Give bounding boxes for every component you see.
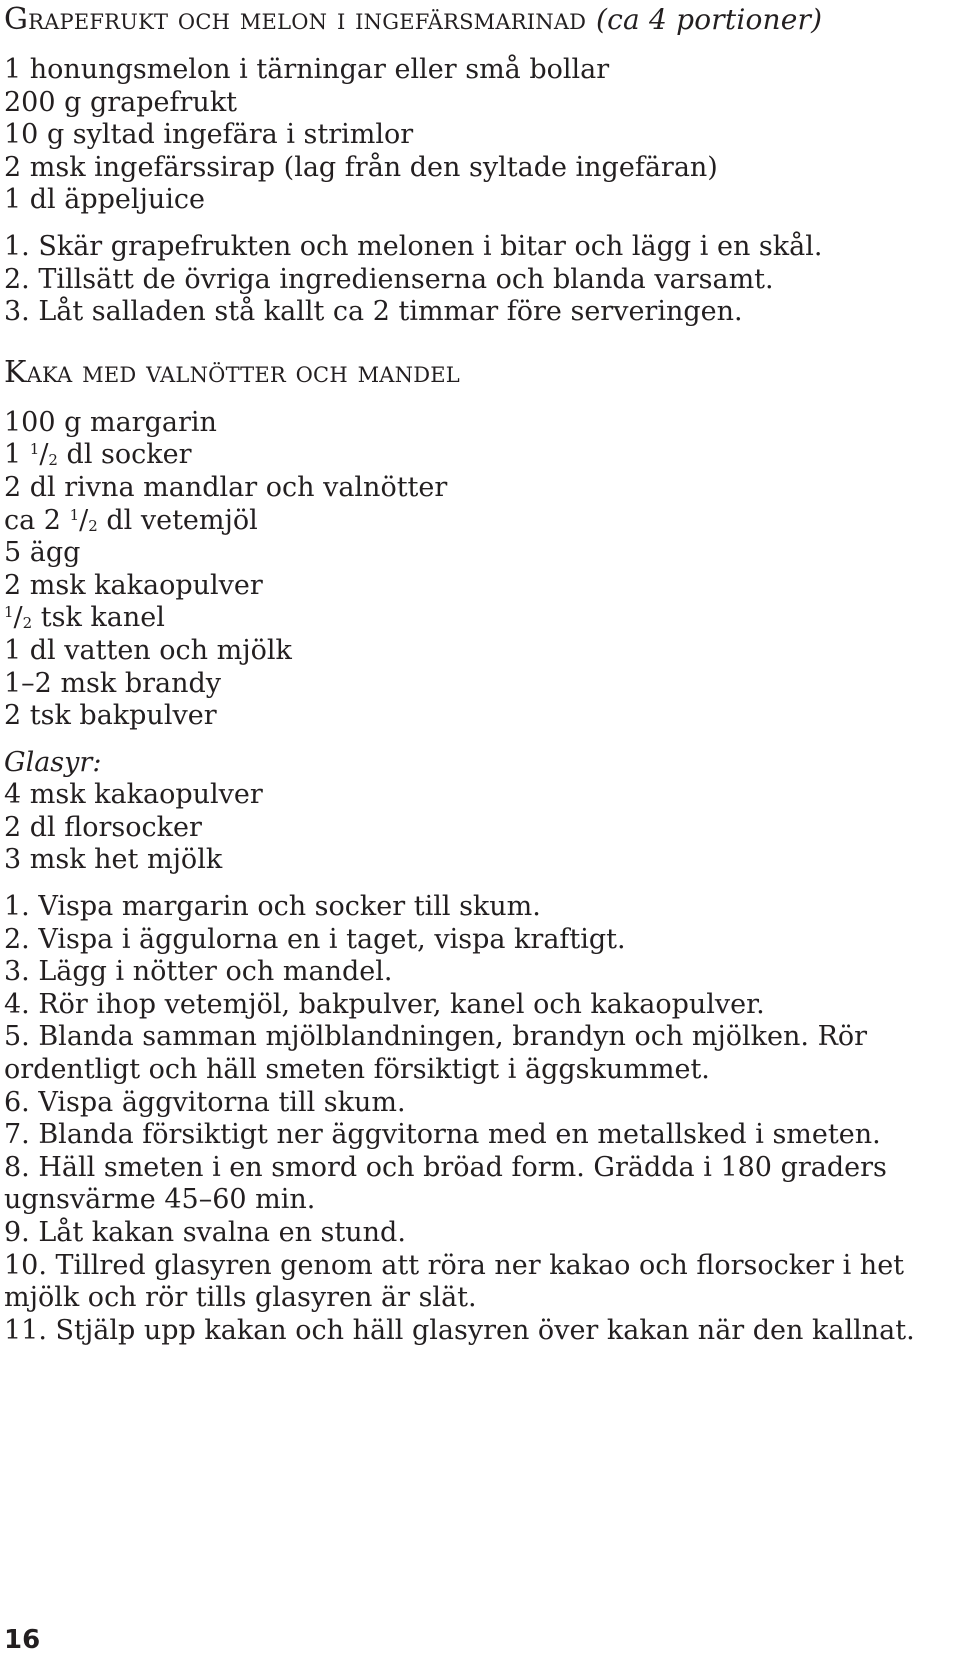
ingredient-line: 10 g syltad ingefära i strimlor	[4, 119, 414, 151]
fraction-denominator: 2	[22, 614, 33, 633]
glaze-section	[4, 747, 954, 877]
fraction-denominator: 2	[48, 451, 58, 470]
recipe-1-servings: (ca 4 portioner)	[595, 3, 823, 36]
ingredient-line: 2 dl rivna mandlar och valnötter	[4, 471, 448, 503]
recipe-2-title: Kaka med valnötter och mandel	[4, 354, 460, 390]
fraction-numerator: 1	[69, 505, 80, 524]
recipe-2-step-list	[4, 891, 954, 1347]
ingredient-line: 5 ägg	[4, 537, 81, 569]
ingredient-prefix: ca 2	[4, 504, 70, 536]
step-line: 6. Vispa äggvitorna till skum.	[4, 1086, 406, 1118]
recipe-1-title-text: Grapefrukt och melon i ingefärsmarinad	[4, 2, 587, 37]
ingredient-line: 2 msk kakaopulver	[4, 569, 263, 601]
recipe-1-step-list	[4, 231, 954, 329]
step-line: 7. Blanda försiktigt ner äggvitorna med en metallsked i smeten.	[4, 1119, 881, 1151]
step-line: 2. Vispa i äggulorna en i taget, vispa kraftigt.	[4, 923, 626, 955]
glaze-ingredient-line: 2 dl florsocker	[4, 811, 202, 843]
glaze-ingredient-line: 4 msk kakaopulver	[4, 779, 263, 811]
step-line: mjölk och rör tills glasyren är slät.	[4, 1282, 477, 1314]
ingredient-line: ca 2 $^1/_2$ dl vetemjöl	[4, 504, 258, 536]
ingredient-line: $^1/_2$ tsk kanel	[4, 602, 165, 634]
step-line: 5. Blanda samman mjölblandningen, brandyn och mjölken. Rör	[4, 1021, 868, 1053]
fraction-denominator: 2	[88, 516, 98, 535]
glaze-ingredient-line: 3 msk het mjölk	[4, 844, 223, 876]
fraction-numerator: 1	[4, 603, 14, 622]
step-line: 2. Tillsätt de övriga ingredienserna och blanda varsamt.	[4, 263, 774, 295]
step-line: ordentligt och häll smeten försiktigt i äggskummet.	[4, 1054, 710, 1086]
ingredient-line: 1 $^1/_2$ dl socker	[4, 439, 192, 471]
recipe-page	[4, 0, 954, 1347]
step-line: 8. Häll smeten i en smord och bröad form. Grädda i 180 graders	[4, 1151, 887, 1183]
recipe-2-ingredient-list	[4, 407, 954, 733]
step-line: 10. Tillred glasyren genom att röra ner kakao och florsocker i het	[4, 1249, 905, 1281]
step-line: 9. Låt kakan svalna en stund.	[4, 1217, 406, 1248]
fraction-numerator: 1	[29, 440, 40, 459]
step-line: 1. Vispa margarin och socker till skum.	[4, 891, 541, 923]
ingredient-line: 1 dl vatten och mjölk	[4, 634, 292, 666]
ingredient-line: 1–2 msk brandy	[4, 667, 222, 699]
ingredient-suffix: dl vetemjöl	[97, 504, 258, 536]
ingredient-suffix: tsk kanel	[32, 602, 165, 634]
step-line: 3. Lägg i nötter och mandel.	[4, 956, 393, 988]
step-line: 1. Skär grapefrukten och melonen i bitar och lägg i en skål.	[4, 230, 823, 262]
ingredient-line: 1 honungsmelon i tärningar eller små bollar	[4, 54, 610, 85]
page-number: 16	[4, 1625, 41, 1655]
step-line: 3. Låt salladen stå kallt ca 2 timmar före serveringen.	[4, 296, 743, 328]
ingredient-suffix: dl socker	[57, 439, 192, 471]
ingredient-line: 100 g margarin	[4, 406, 217, 438]
glaze-heading: Glasyr:	[4, 746, 102, 778]
step-line: 4. Rör ihop vetemjöl, bakpulver, kanel och kakaopulver.	[4, 988, 765, 1020]
ingredient-line: 2 msk ingefärssirap (lag från den syltade ingefäran)	[4, 151, 718, 183]
ingredient-line: 2 tsk bakpulver	[4, 700, 217, 732]
ingredient-line: 1 dl äppeljuice	[4, 184, 206, 216]
ingredient-line: 200 g grapefrukt	[4, 86, 238, 118]
step-line: 11. Stjälp upp kakan och häll glasyren över kakan när den kallnat.	[4, 1314, 915, 1346]
recipe-1-ingredient-list	[4, 54, 954, 217]
step-line: ugnsvärme 45–60 min.	[4, 1184, 316, 1216]
ingredient-prefix: 1	[4, 439, 30, 471]
recipe-1-title	[4, 0, 954, 42]
